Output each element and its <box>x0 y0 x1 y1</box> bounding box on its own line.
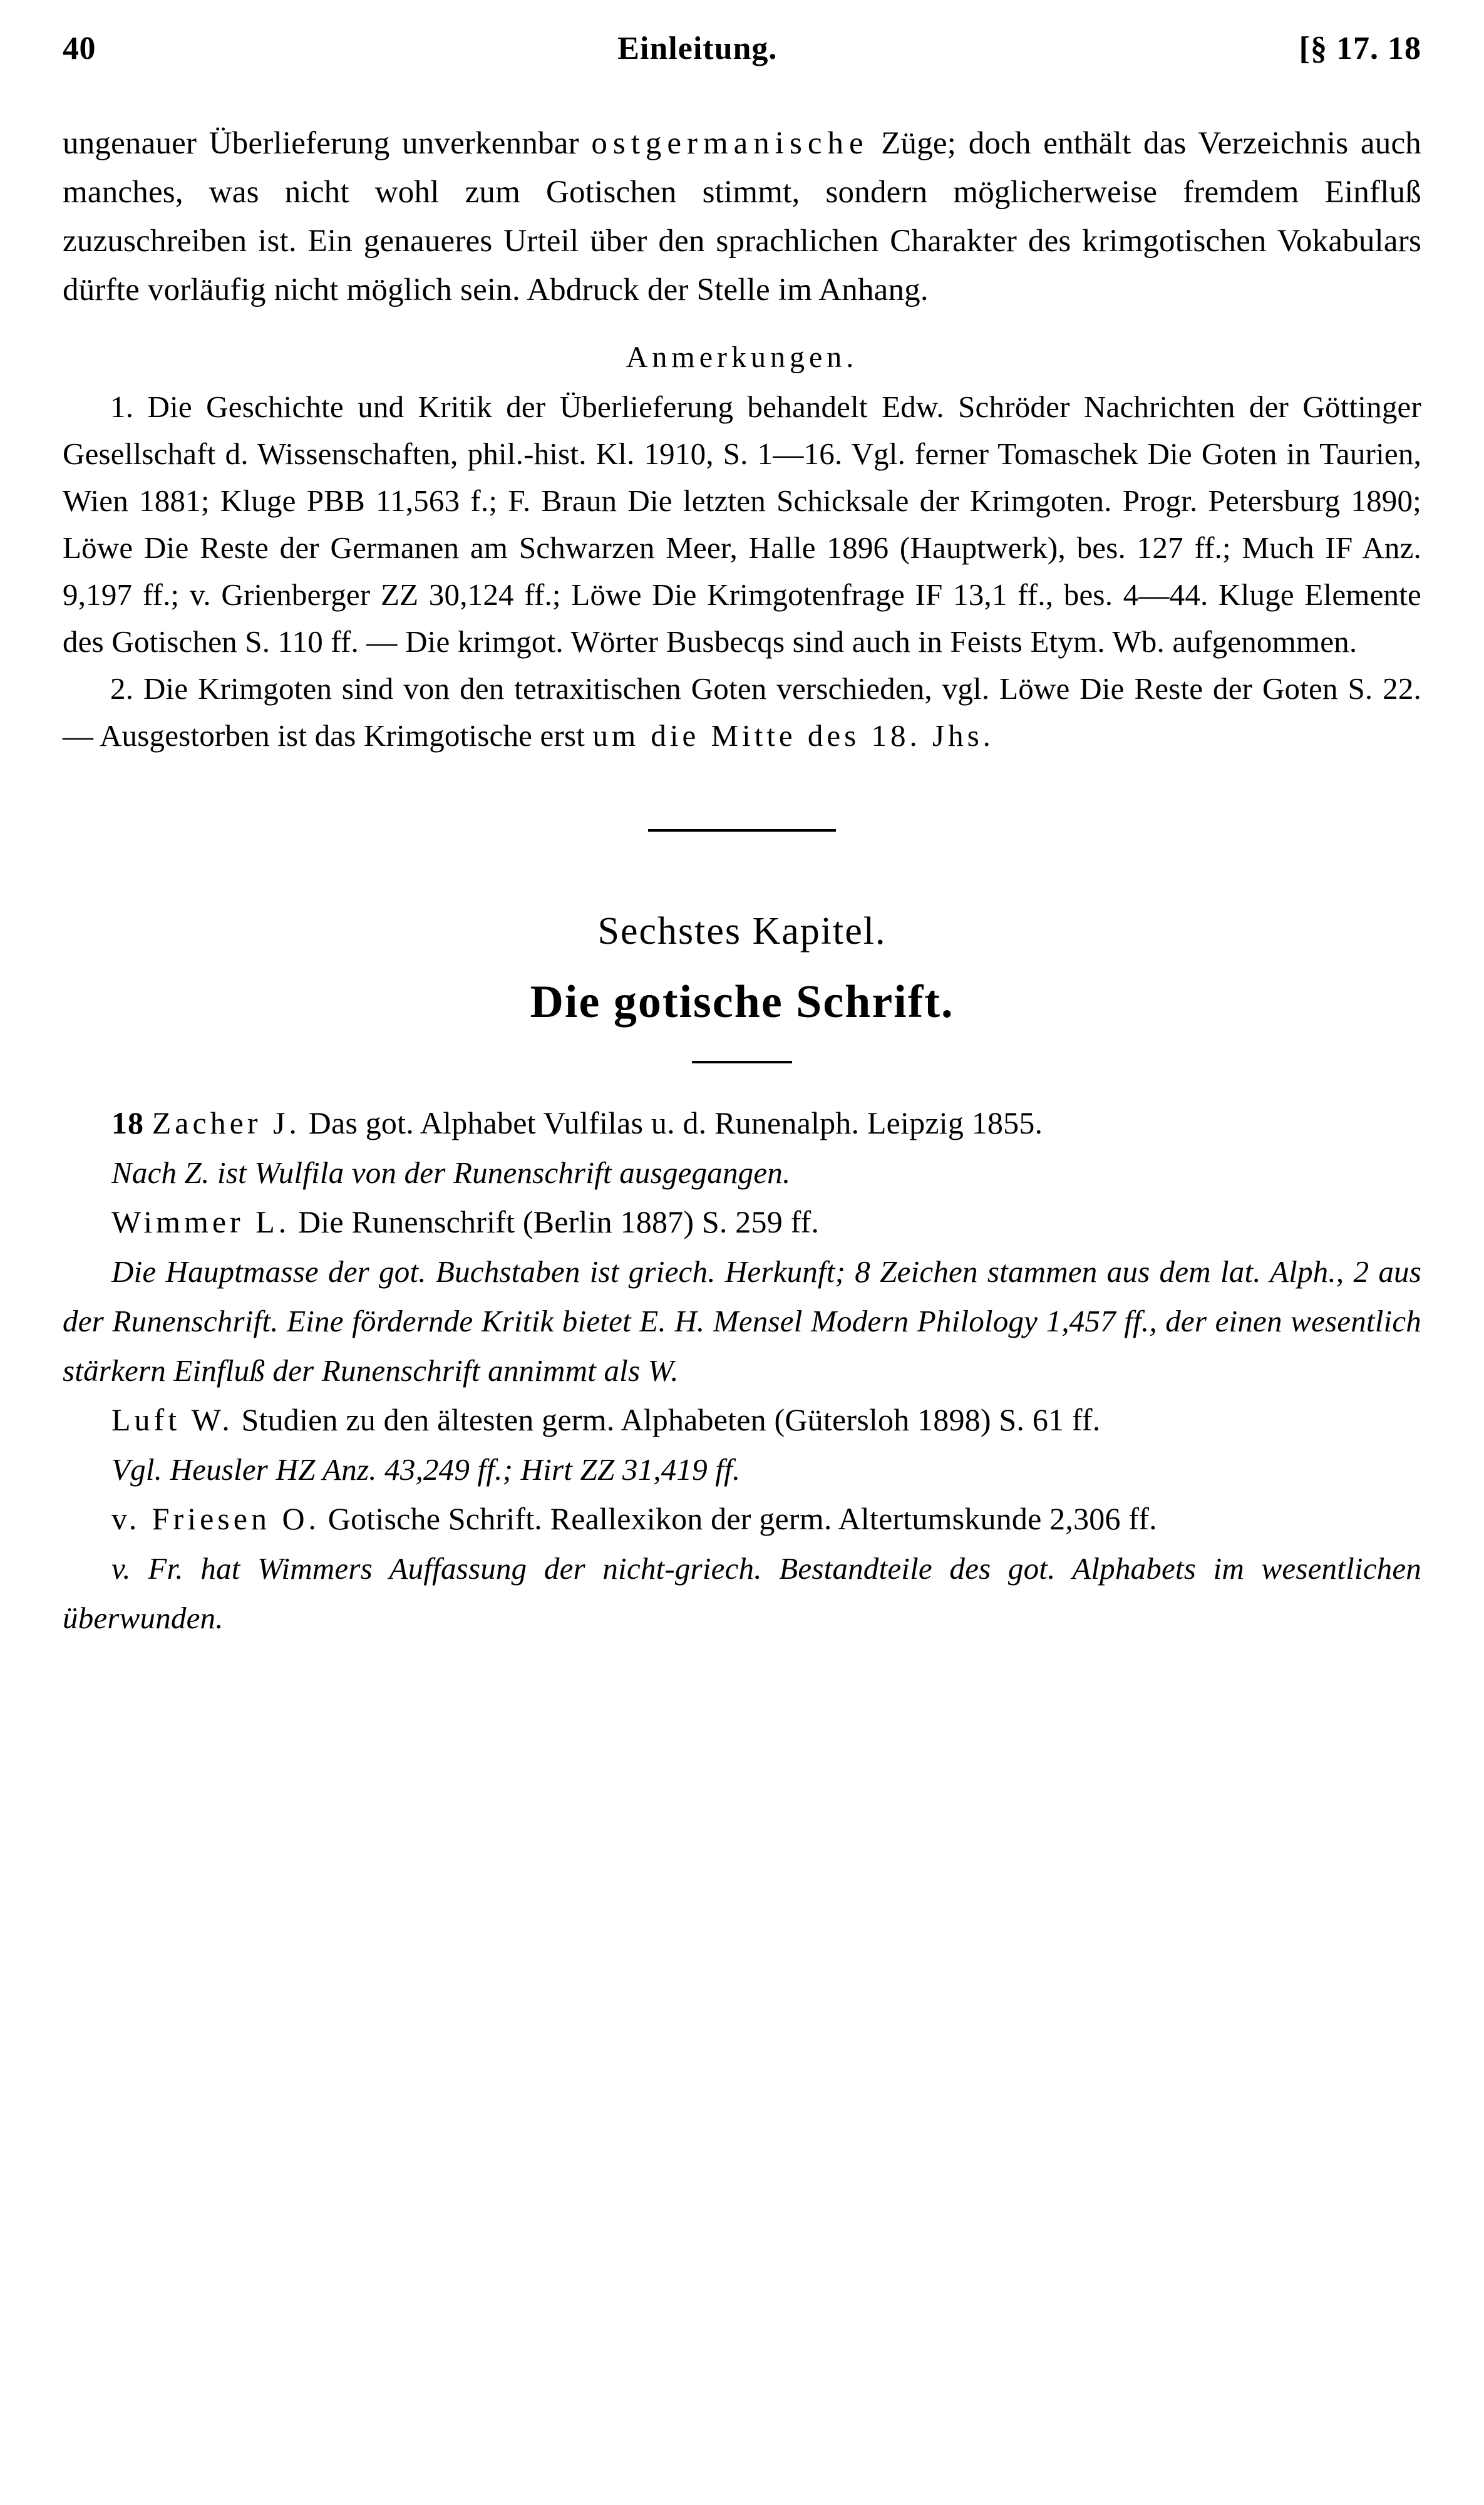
bibliography-entry-text: Gotische Schrift. Reallexikon der germ. Altertumskunde 2,306 ff. <box>320 1501 1157 1536</box>
note-letterspaced-term: um die Mitte des 18. Jhs. <box>592 718 994 753</box>
note-item <box>63 383 1421 665</box>
bibliography-annotation: Die Hauptmasse der got. Buchstaben ist griech. Herkunft; 8 Zeichen stammen aus dem lat. Alph., 2 aus der Runenschrift. Eine fördernde Kritik bietet E. H. Mensel Modern Philology 1,457 ff., der einen wesentlich stärkern Einfluß der Runenschrift annimmt als W. <box>63 1254 1421 1388</box>
paragraph-segment-b: Züge; doch enthält das Verzeichnis auch manches, was nicht wohl zum Gotischen stimmt, sondern möglicherweise fremdem Einfluß zuzuschreiben ist. Ein genaueres Urteil über den sprachlichen Charakter des krimgotischen Vokabulars dürfte vorläufig nicht möglich sein. Abdruck der Stelle im Anhang. <box>63 126 1421 307</box>
bibliography-section <box>63 1098 1421 1643</box>
chapter-divider-rule <box>692 1061 792 1063</box>
bibliography-entry <box>63 1395 1421 1445</box>
bibliography-annotation: v. Fr. hat Wimmers Auffassung der nicht-griech. Bestandteile des got. Alphabets im wesentlichen überwunden. <box>63 1551 1421 1635</box>
notes-heading: Anmerkungen. <box>626 341 858 374</box>
bibliography-entry <box>63 1197 1421 1247</box>
bibliography-annotation: Nach Z. ist Wulfila von der Runenschrift ausgegangen. <box>111 1155 791 1190</box>
section-divider-rule <box>648 829 836 832</box>
bibliography-author: Luft W. <box>111 1402 234 1437</box>
bibliography-annotation: Vgl. Heusler HZ Anz. 43,249 ff.; Hirt ZZ 31,419 ff. <box>111 1452 741 1487</box>
chapter-number-label: Sechstes Kapitel. <box>597 910 887 953</box>
bibliography-entry-text: Studien zu den ältesten germ. Alphabeten (Gütersloh 1898) S. 61 ff. <box>233 1402 1101 1437</box>
bibliography-entry <box>63 1098 1421 1148</box>
paragraph-letterspaced-term: ostgermanische <box>591 126 869 161</box>
note-text: Die Krimgoten sind von den tetraxitischen Goten verschieden, vgl. Löwe Die Reste der Goten S. 22. — Ausgestorben ist das Krimgotische erst <box>63 671 1422 753</box>
text-block <box>63 119 1421 1643</box>
bibliography-entry-text: Das got. Alphabet Vulfilas u. d. Runenalph. Leipzig 1855. <box>300 1105 1043 1140</box>
bibliography-entry-text: Die Runenschrift (Berlin 1887) S. 259 ff. <box>290 1204 820 1239</box>
bibliography-author: Zacher J. <box>152 1105 301 1140</box>
chapter-heading <box>63 906 1421 1063</box>
paragraph-segment-a: ungenauer Überlieferung unverkennbar <box>63 126 592 161</box>
running-head <box>63 30 1421 74</box>
section-number: 18 <box>111 1105 144 1140</box>
bibliography-entry <box>63 1494 1421 1544</box>
running-head-title: Einleitung. <box>617 31 778 66</box>
note-text: Die Geschichte und Kritik der Überlieferung behandelt Edw. Schröder Nachrichten der Göttinger Gesellschaft d. Wissenschaften, phil.-hist. Kl. 1910, S. 1—16. Vgl. ferner Tomaschek Die Goten in Taurien, Wien 1881; Kluge PBB 11,563 f.; F. Braun Die letzten Schicksale der Krimgoten. Progr. Petersburg 1890; Löwe Die Reste der Germanen am Schwarzen Meer, Halle 1896 (Hauptwerk), bes. 127 ff.; Much IF Anz. 9,197 ff.; v. Grienberger ZZ 30,124 ff.; Löwe Die Krimgotenfrage IF 13,1 ff., bes. 4—44. Kluge Elemente des Gotischen S. 110 ff. — Die krimgot. Wörter Busbecqs sind auch in Feists Etym. Wb. aufgenommen. <box>63 390 1421 659</box>
running-head-section-reference: [§ 17. 18 <box>1299 31 1421 66</box>
body-paragraph-continued <box>63 119 1421 314</box>
chapter-title: Die gotische Schrift. <box>530 976 954 1028</box>
note-item <box>63 665 1421 759</box>
page-number: 40 <box>63 31 96 66</box>
note-number: 2. <box>110 671 134 706</box>
note-number: 1. <box>110 390 134 424</box>
bibliography-author: Wimmer L. <box>111 1204 291 1239</box>
bibliography-author: v. Friesen O. <box>111 1501 321 1536</box>
